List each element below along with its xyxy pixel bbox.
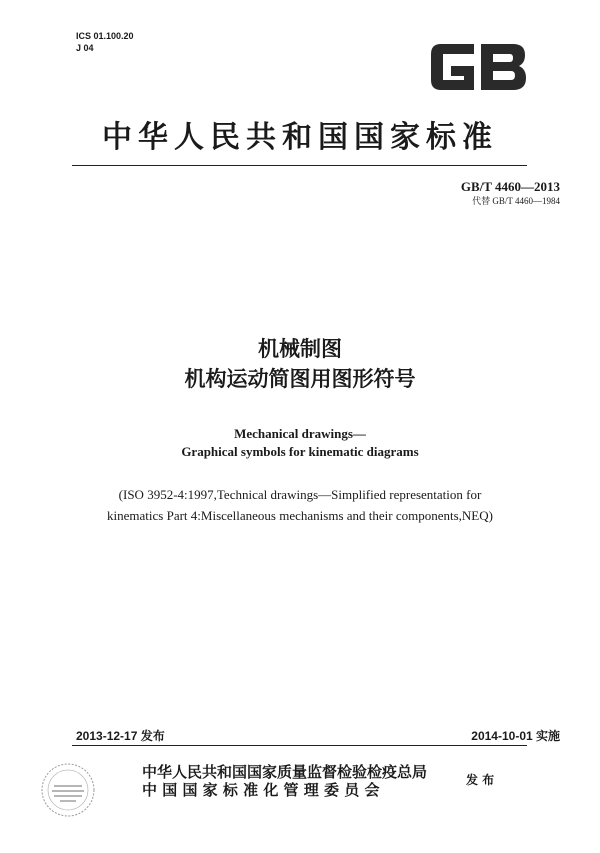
classification-codes (76, 30, 134, 54)
footer-divider (72, 745, 527, 746)
national-standard-title: 中华人民共和国国家标准 (102, 120, 498, 155)
anti-counterfeit-seal-icon (38, 760, 98, 820)
standard-number-block (461, 180, 560, 208)
replaces-standard: 代替 GB/T 4460—1984 (472, 196, 560, 206)
issuer-line1: 中华人民共和国国家质量监督检验检疫总局 (142, 763, 428, 781)
english-title-line1: Mechanical drawings— (234, 426, 366, 441)
ccs-code: J 04 (76, 43, 94, 53)
gb-logo (427, 36, 531, 98)
standard-number: GB/T 4460—2013 (460, 179, 560, 194)
english-title (0, 425, 600, 461)
header-divider (72, 165, 527, 166)
ics-code: ICS 01.100.20 (76, 31, 134, 41)
issuer-line2: 中 国 国 家 标 准 化 管 理 委 员 会 (142, 781, 380, 799)
iso-reference-line1: (ISO 3952-4:1997,Technical drawings—Simplified representation for (118, 487, 482, 502)
chinese-title-line2: 机构运动简图用图形符号 (184, 367, 416, 391)
issue-date: 2013-12-17 发布 (76, 729, 165, 743)
english-title-line2: Graphical symbols for kinematic diagrams (181, 444, 419, 459)
iso-reference-line2: kinematics Part 4:Miscellaneous mechanisms and their components,NEQ) (107, 508, 493, 523)
chinese-title (0, 334, 600, 394)
publish-label: 发 布 (466, 773, 495, 787)
implementation-date: 2014-10-01 实施 (471, 729, 560, 743)
iso-reference (0, 484, 600, 526)
chinese-title-line1: 机械制图 (258, 337, 342, 361)
